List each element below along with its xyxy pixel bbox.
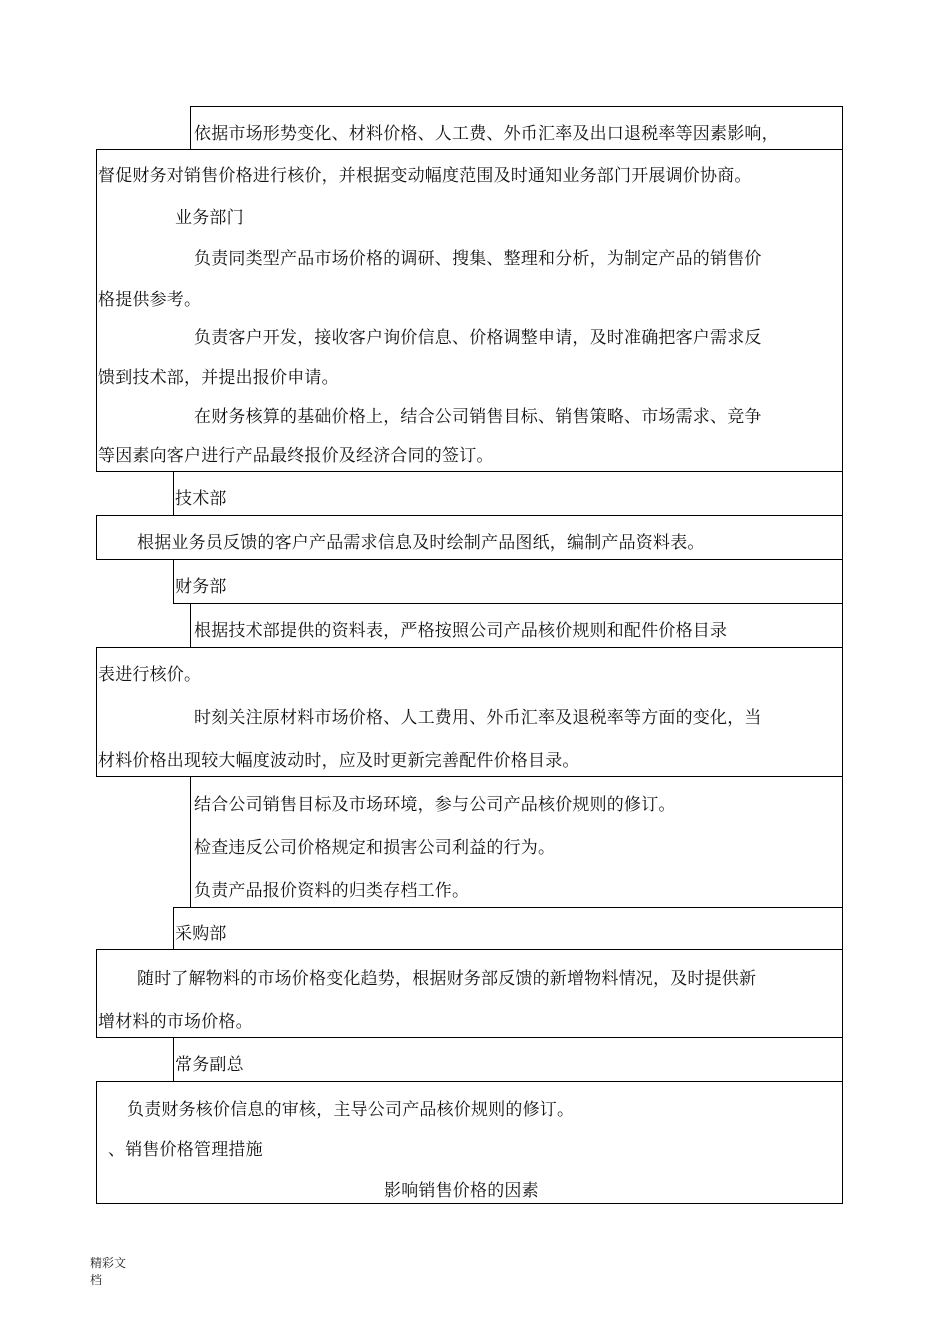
text-line: 负责同类型产品市场价格的调研、搜集、整理和分析，为制定产品的销售价 xyxy=(194,249,762,269)
row-box-9 xyxy=(173,907,843,950)
section-heading-measures: 、销售价格管理措施 xyxy=(108,1140,263,1160)
section-heading-purchasing: 采购部 xyxy=(175,924,227,944)
text-line: 等因素向客户进行产品最终报价及经济合同的签订。 xyxy=(98,446,494,466)
text-line: 馈到技术部，并提出报价申请。 xyxy=(98,368,339,388)
row-box-3 xyxy=(173,471,843,516)
text-line: 负责产品报价资料的归类存档工作。 xyxy=(194,881,470,901)
row-box-5 xyxy=(173,559,843,604)
row-box-11 xyxy=(173,1037,843,1082)
section-heading-tech: 技术部 xyxy=(175,489,227,509)
text-line: 增材料的市场价格。 xyxy=(98,1012,253,1032)
text-line: 格提供参考。 xyxy=(98,290,202,310)
text-line: 材料价格出现较大幅度波动时，应及时更新完善配件价格目录。 xyxy=(98,751,580,771)
text-line: 依据市场形势变化、材料价格、人工费、外币汇率及出口退税率等因素影响， xyxy=(194,124,779,144)
text-line: 随时了解物料的市场价格变化趋势，根据财务部反馈的新增物料情况，及时提供新 xyxy=(137,969,757,989)
text-line: 时刻关注原材料市场价格、人工费用、外币汇率及退税率等方面的变化，当 xyxy=(194,708,762,728)
text-line: 表进行核价。 xyxy=(98,665,202,685)
text-line: 督促财务对销售价格进行核价，并根据变动幅度范围及时通知业务部门开展调价协商。 xyxy=(98,166,752,186)
text-line: 负责客户开发，接收客户询价信息、价格调整申请，及时准确把客户需求反 xyxy=(194,328,762,348)
section-heading-vp: 常务副总 xyxy=(175,1055,244,1075)
subsection-title: 影响销售价格的因素 xyxy=(384,1181,539,1201)
text-line: 负责财务核价信息的审核，主导公司产品核价规则的修订。 xyxy=(127,1100,575,1120)
section-heading-finance: 财务部 xyxy=(175,577,227,597)
footer-line-1: 精彩文 xyxy=(90,1256,127,1270)
text-line: 结合公司销售目标及市场环境，参与公司产品核价规则的修订。 xyxy=(194,795,676,815)
section-heading-business: 业务部门 xyxy=(175,208,244,228)
text-line: 根据技术部提供的资料表，严格按照公司产品核价规则和配件价格目录 xyxy=(194,621,728,641)
footer-line-2: 档 xyxy=(90,1273,103,1287)
text-line: 在财务核算的基础价格上，结合公司销售目标、销售策略、市场需求、竞争 xyxy=(194,407,762,427)
footer-label xyxy=(90,1255,126,1289)
text-line: 检查违反公司价格规定和损害公司利益的行为。 xyxy=(194,838,556,858)
text-line: 根据业务员反馈的客户产品需求信息及时绘制产品图纸，编制产品资料表。 xyxy=(137,533,705,553)
